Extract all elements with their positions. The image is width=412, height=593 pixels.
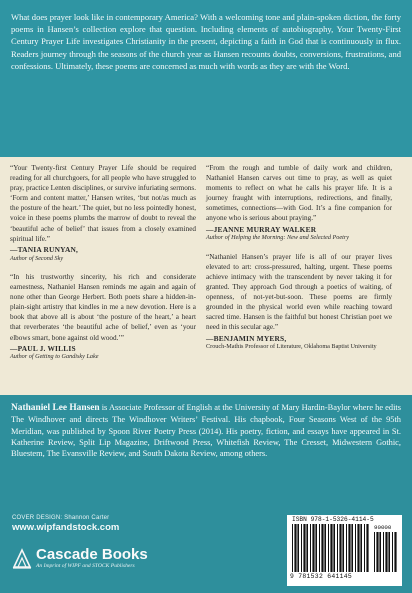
publisher-logo-icon xyxy=(12,547,32,569)
barcode-bar xyxy=(355,524,356,572)
barcode-bar xyxy=(379,532,381,572)
barcode-bar xyxy=(324,524,326,572)
endorser-name-walker: —JEANNE MURRAY WALKER xyxy=(206,224,317,234)
barcode-bar xyxy=(328,524,329,572)
endorsement-quote-myers: “Nathaniel Hansen’s prayer life is all of our prayer lives elevated to art: cross-pressured, halting, urgent. These poems achieve intimacy with the transcendent by never taking it for granted. They approach God through a poetics of waiting, of openness, of not-yet-but-soon. These poems are firmly grounded in the physical world even while reaching toward sacred time. Hansen is the faithful but honest Christian poet we need in this secular age.” xyxy=(206,252,392,332)
barcode-bar xyxy=(301,524,302,572)
barcode-bar xyxy=(337,524,338,572)
barcode-bar xyxy=(383,532,384,572)
barcode-bar xyxy=(346,524,347,572)
endorser-affiliation-willis: Author of Getting to Gandisky Lake xyxy=(10,353,99,361)
barcode-bar xyxy=(392,532,393,572)
endorsement-quote-runyan: “Your Twenty-first Century Prayer Life should be required reading for all churchgoers, for all people who have struggled to pray, practice Lenten disciplines, or survive infuriating sermons. ‘Form and content matter,’ Hansen writes, ‘but not/as much as the posture of the heart.’ The quiet, but no less pointedly honest, voice in these poems plumbs the marrow of doubt to reveal the ‘beautiful ache of belief’ that issues from a closely examined spiritual life.” xyxy=(10,164,196,243)
endorsements-panel xyxy=(0,157,412,395)
author-bio xyxy=(11,402,401,459)
barcode-bar xyxy=(357,524,359,572)
endorsement-quote-walker: “From the rough and tumble of daily work and children, Nathaniel Hansen carves out time to pray, as well as quiet moments to reflect on what he calls his prayer life. It is a journey fraught with interruptions, redirections, and finally, sometimes, connections—with God. It’s a fine companion for anyone who is serious about praying.” xyxy=(206,164,392,223)
endorser-affiliation-runyan: Author of Second Sky xyxy=(10,254,64,262)
barcode-bar xyxy=(342,524,344,572)
author-name: Nathaniel Lee Hansen xyxy=(11,403,100,413)
barcode-bar xyxy=(312,524,314,572)
endorsements-left-column xyxy=(10,163,196,362)
barcode-bar xyxy=(292,524,293,572)
endorsement-attribution-myers xyxy=(206,334,392,352)
barcode-bar xyxy=(360,524,362,572)
barcode-bar xyxy=(376,532,378,572)
endorsement-quote-willis: “In his trustworthy sincerity, his rich and considerate earnestness, Nathaniel Hansen reminds me again and again of none other than George Herbert. Both poets share a hidden-in-plain-sight artistry that kindles in me a new devotion. Here is a book that above all is about ‘the posture of the heart,’ a heart that reverberates ‘the beautiful ache of belief,’ even as ‘your elbows smart, bone against old wood.’” xyxy=(10,272,196,342)
barcode-bar xyxy=(303,524,305,572)
barcode-bar xyxy=(385,532,387,572)
cover-design-credit: COVER DESIGN: Shannon Carter xyxy=(12,515,110,521)
description-band xyxy=(0,0,412,157)
barcode-bar xyxy=(351,524,353,572)
barcode-bar xyxy=(321,524,323,572)
barcode-bar xyxy=(310,524,311,572)
barcode-bars xyxy=(292,524,370,572)
isbn-text: ISBN 978-1-5326-4114-5 xyxy=(292,516,374,523)
barcode-supplement-bars xyxy=(374,532,398,572)
isbn-barcode xyxy=(287,515,402,586)
endorsement-attribution-walker xyxy=(206,225,392,243)
publisher-name: Cascade Books xyxy=(36,545,148,563)
barcode-bar xyxy=(348,524,350,572)
endorser-affiliation-myers: Crouch-Mathis Professor of Literature, Oklahoma Baptist University xyxy=(206,343,377,351)
barcode-digits: 9 781532 641145 xyxy=(290,573,353,580)
author-bio-text: is Associate Professor of English at the University of Mary Hardin-Baylor where he edits The Windhover and directs The Windhover Writers’ Festival. His chapbook, Four Seasons West of the 95th Meridian, was published by Spoon River Poetry Press (2014). His poetry, fiction, and essays have appeared in St. Katherine Review, Split Lip Magazine, Driftwood Press, Whitefish Review, The Cresset, Midwestern Gothic, Bluestem, The Evansville Review, and South Dakota Review, among others. xyxy=(11,403,402,459)
endorsement-attribution-runyan xyxy=(10,245,196,263)
endorsement-attribution-willis xyxy=(10,344,196,362)
endorser-name-willis: —PAUL J. WILLIS xyxy=(10,343,76,353)
barcode-bar xyxy=(294,524,296,572)
barcode-bar xyxy=(364,524,365,572)
endorser-affiliation-walker: Author of Helping the Morning: New and Selected Poetry xyxy=(206,234,349,242)
barcode-bar xyxy=(330,524,332,572)
book-description: What does prayer look like in contemporary America? With a welcoming tone and plain-spoken diction, the forty poems in Hansen’s collection explore that question. Including elements of autobiography, Your Twenty-First Century Prayer Life investigates Christianity in the present, depicting a faith in God that is continuously in flux. Readers journey through the seasons of the church year as Hansen recounts doubts, conversions, frustrations, and confessions. Ultimately, these poems are concerned as much with words as they are with the Word. xyxy=(11,12,401,71)
barcode-bar xyxy=(339,524,341,572)
endorser-name-runyan: —TANIA RUNYAN, xyxy=(10,244,79,254)
barcode-price-code: 90000 xyxy=(374,524,392,531)
publisher-tagline: An Imprint of WIPF and STOCK Publishers xyxy=(36,562,135,569)
endorsements-right-column xyxy=(206,163,392,352)
barcode-bar xyxy=(315,524,317,572)
publisher-block xyxy=(12,545,148,571)
barcode-bar xyxy=(374,532,375,572)
publisher-website: www.wipfandstock.com xyxy=(12,522,120,533)
barcode-bar xyxy=(388,532,390,572)
endorser-name-myers: —BENJAMIN MYERS, xyxy=(206,333,287,343)
barcode-bar xyxy=(394,532,396,572)
credits xyxy=(12,514,119,534)
barcode-bar xyxy=(306,524,308,572)
barcode-bar xyxy=(366,524,368,572)
barcode-bar xyxy=(297,524,299,572)
barcode-bar xyxy=(333,524,335,572)
barcode-bar xyxy=(319,524,320,572)
